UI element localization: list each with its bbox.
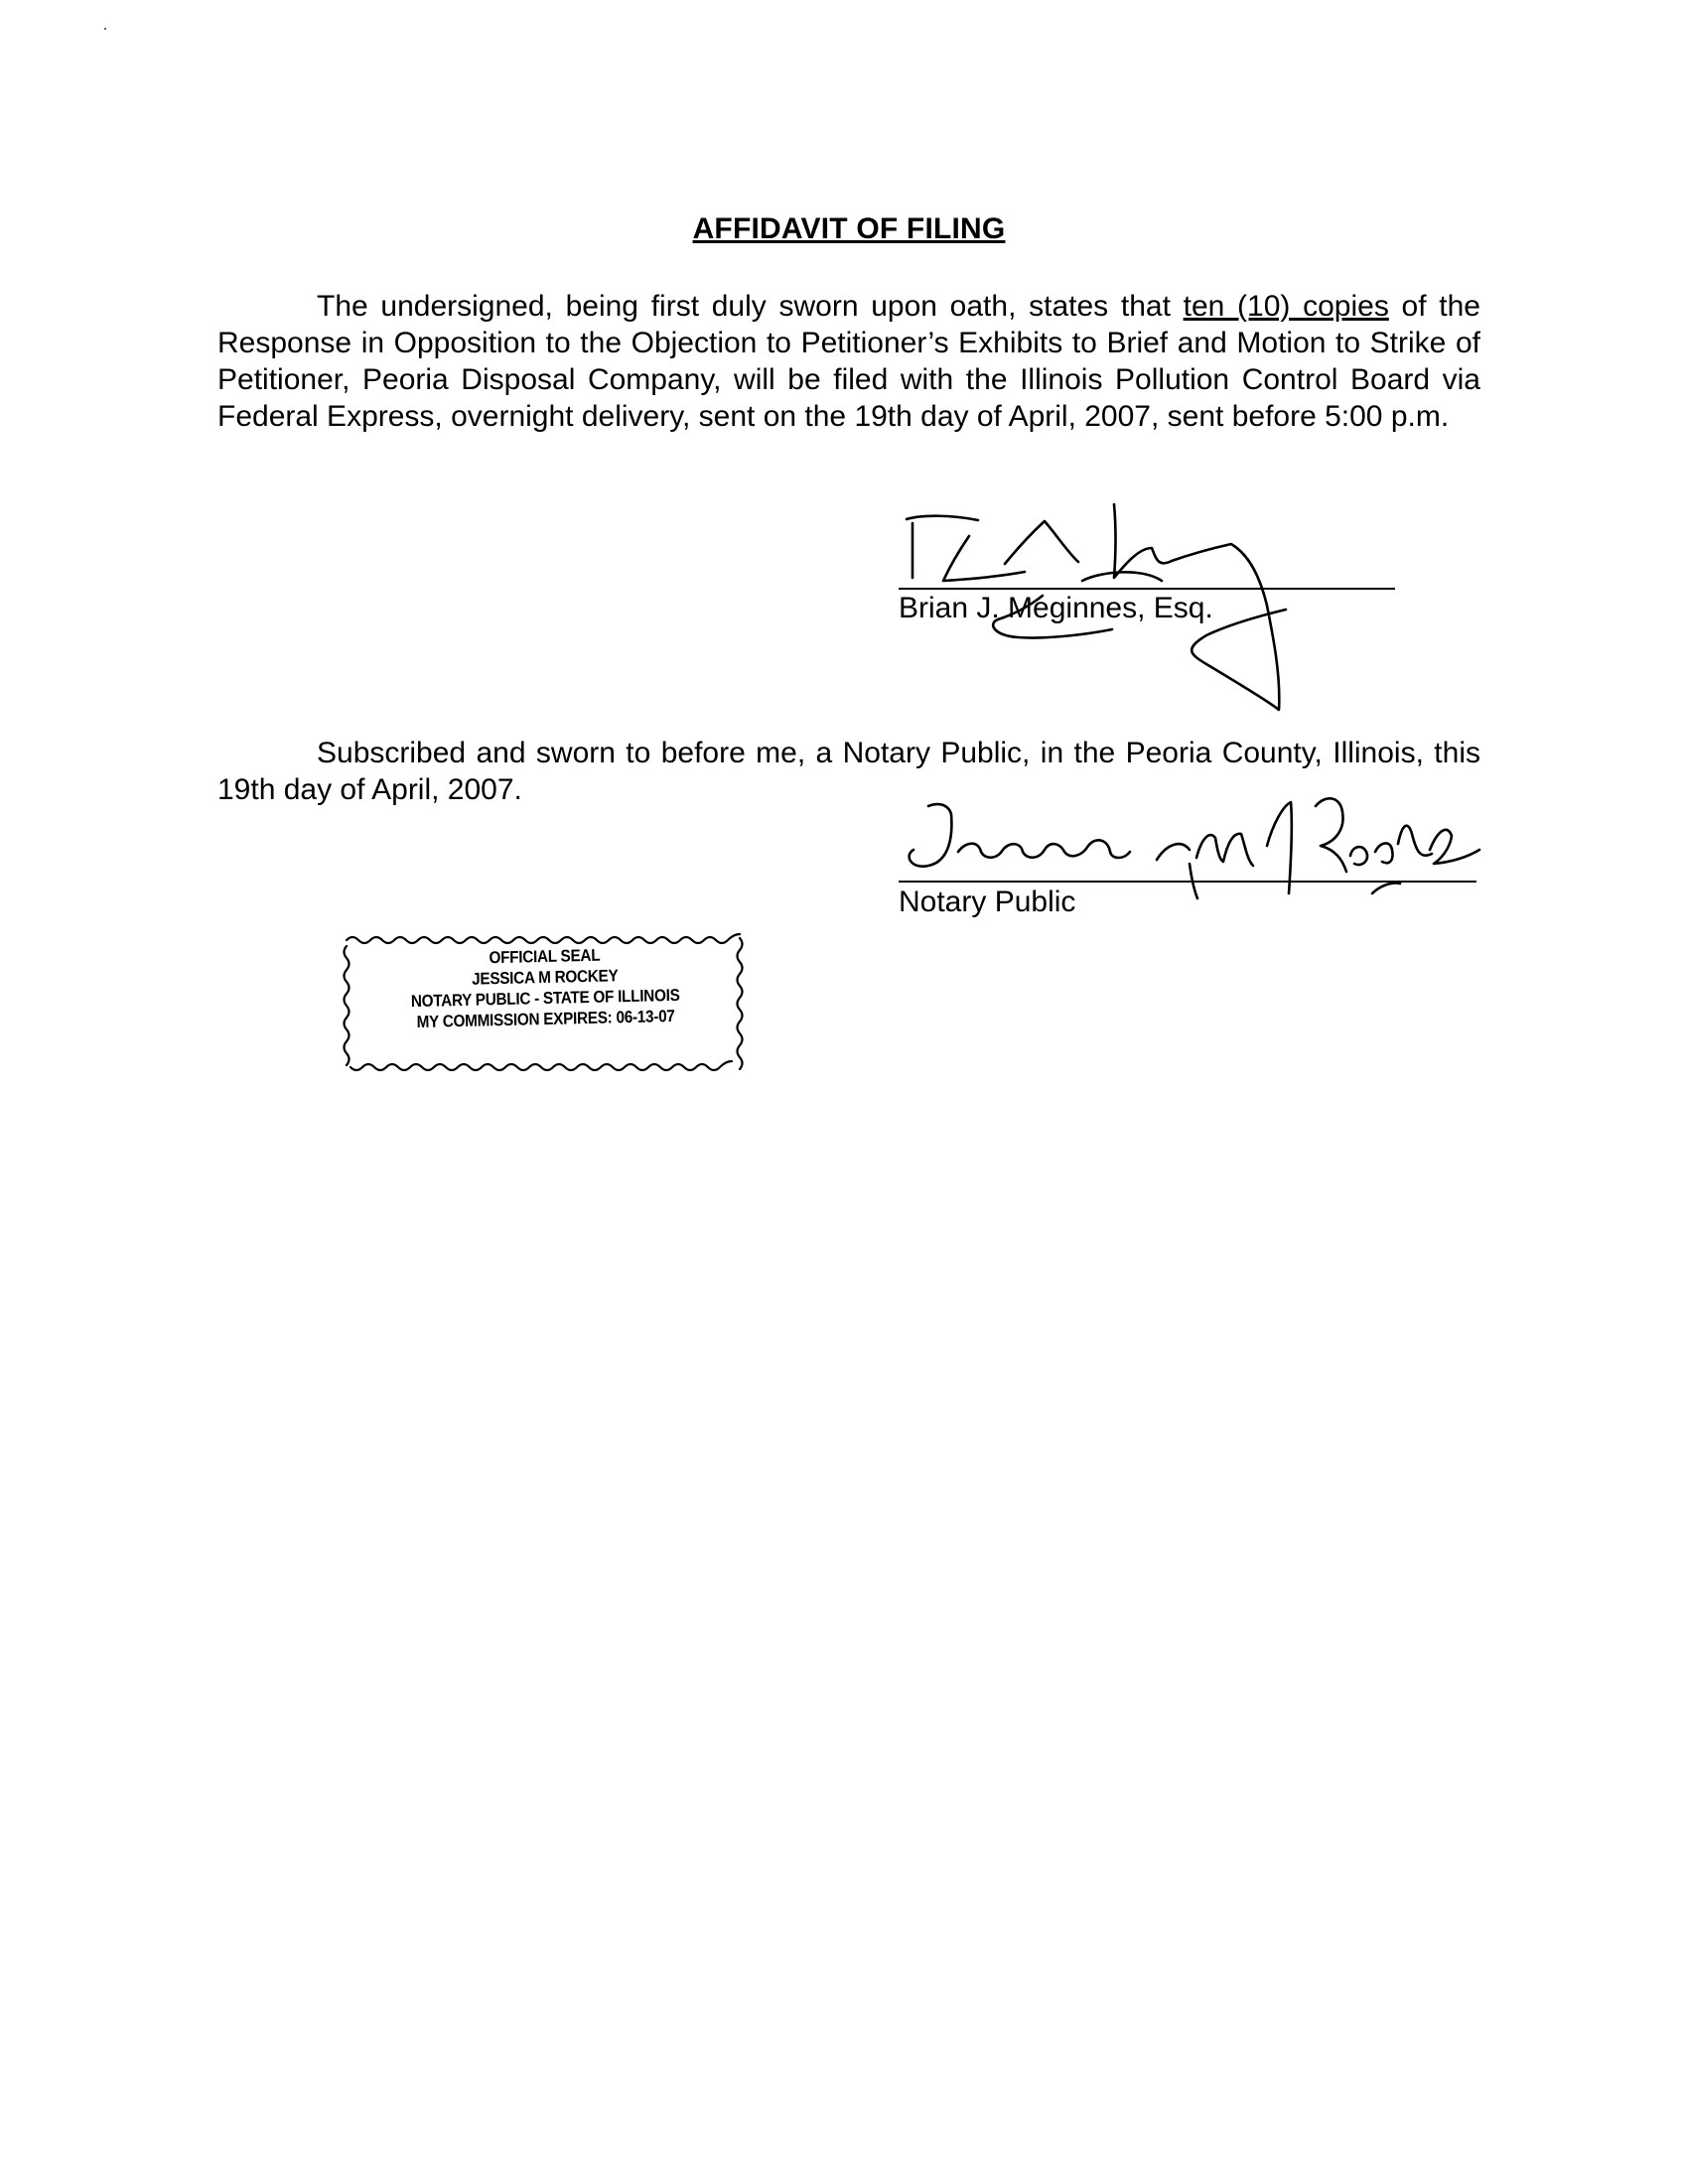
document-title: AFFIDAVIT OF FILING [692,212,1006,245]
seal-text [362,942,729,1034]
seal-line-3: NOTARY PUBLIC - STATE OF ILLINOIS [410,985,680,1012]
notary-signature [910,798,1479,898]
seal-line-4: MY COMMISSION EXPIRES: 06-13-07 [416,1006,675,1032]
official-seal [343,918,748,1077]
seal-line-1: OFFICIAL SEAL [489,945,601,968]
signer-name: Brian J. Meginnes, Esq. [899,592,1213,624]
signer-signature-line [899,588,1395,590]
notary-signature-line [899,881,1476,883]
notary-label: Notary Public [899,886,1076,918]
paragraph-text-end: of the Response in Opposition to the Objection to Petitioner’s Exhibits to Brief and Motion to Strike of Petitioner, Peoria Disposal Company, will be filed with the Illinois Pollution Control Board via Federal Express, overnight delivery, sent on the 19th day of April, 2007, sent before 5:00 p.m. [217,290,1480,433]
affidavit-paragraph [217,288,1480,435]
seal-line-2: JESSICA M ROCKEY [471,966,619,989]
paragraph-text-start: The undersigned, being first duly sworn upon oath, states that [317,290,1184,323]
scan-speck [104,28,106,30]
copies-count: ten (10) copies [1183,290,1389,323]
notary-paragraph: Subscribed and sworn to before me, a Notary Public, in the Peoria County, Illinois, this 19th day of April, 2007. [217,737,1480,806]
